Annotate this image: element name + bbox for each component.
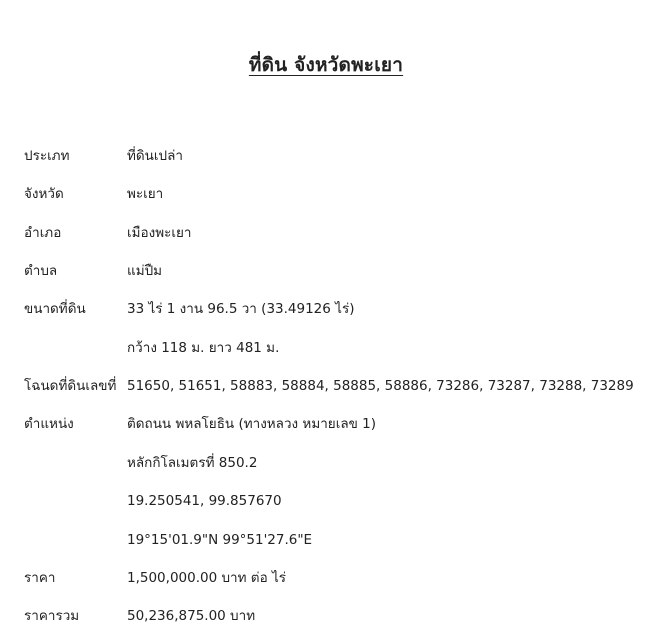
field-district-label: อำเภอ: [24, 225, 62, 241]
field-total-price: [24, 606, 255, 626]
field-land-size-label: ขนาดที่ดิน: [24, 301, 86, 317]
field-deeds-value: 51650, 51651, 58883, 58884, 58885, 58886, 73286, 73287, 73288, 73289: [127, 378, 634, 394]
field-location-label: ตำแหน่ง: [24, 416, 74, 432]
field-price-value: 1,500,000.00 บาท ต่อ ไร่: [127, 570, 287, 586]
field-price-label: ราคา: [24, 570, 56, 586]
field-subdistrict-value: แม่ปืม: [127, 263, 163, 279]
field-district-value: เมืองพะเยา: [127, 225, 192, 241]
field-land-dimensions: กว้าง 118 ม. ยาว 481 ม.: [127, 340, 280, 356]
field-total-price-value: 50,236,875.00 บาท: [127, 608, 256, 624]
field-land-size-value: 33 ไร่ 1 งาน 96.5 วา (33.49126 ไร่): [127, 301, 355, 317]
page-title: ที่ดิน จังหวัดพะเยา: [248, 54, 404, 76]
field-deeds: [24, 376, 634, 396]
field-land-size: [24, 299, 354, 319]
field-price: [24, 568, 286, 588]
field-type-value: ที่ดินเปล่า: [127, 148, 183, 164]
field-province: [24, 184, 163, 204]
field-subdistrict: [24, 261, 162, 281]
field-type: [24, 146, 183, 166]
field-subdistrict-label: ตำบล: [24, 263, 58, 279]
field-coordinates-dms: 19°15'01.9"N 99°51'27.6"E: [127, 532, 313, 548]
field-province-label: จังหวัด: [24, 186, 64, 202]
field-location: [24, 414, 376, 434]
field-province-value: พะเยา: [127, 186, 164, 202]
field-type-label: ประเภท: [24, 148, 70, 164]
field-deeds-label: โฉนดที่ดินเลขที่: [24, 378, 117, 394]
field-coordinates-decimal: 19.250541, 99.857670: [127, 493, 282, 509]
field-district: [24, 223, 191, 243]
field-km-marker: หลักกิโลเมตรที่ 850.2: [127, 455, 258, 471]
field-location-value: ติดถนน พหลโยธิน (ทางหลวง หมายเลข 1): [127, 416, 376, 432]
field-total-price-label: ราคารวม: [24, 608, 80, 624]
